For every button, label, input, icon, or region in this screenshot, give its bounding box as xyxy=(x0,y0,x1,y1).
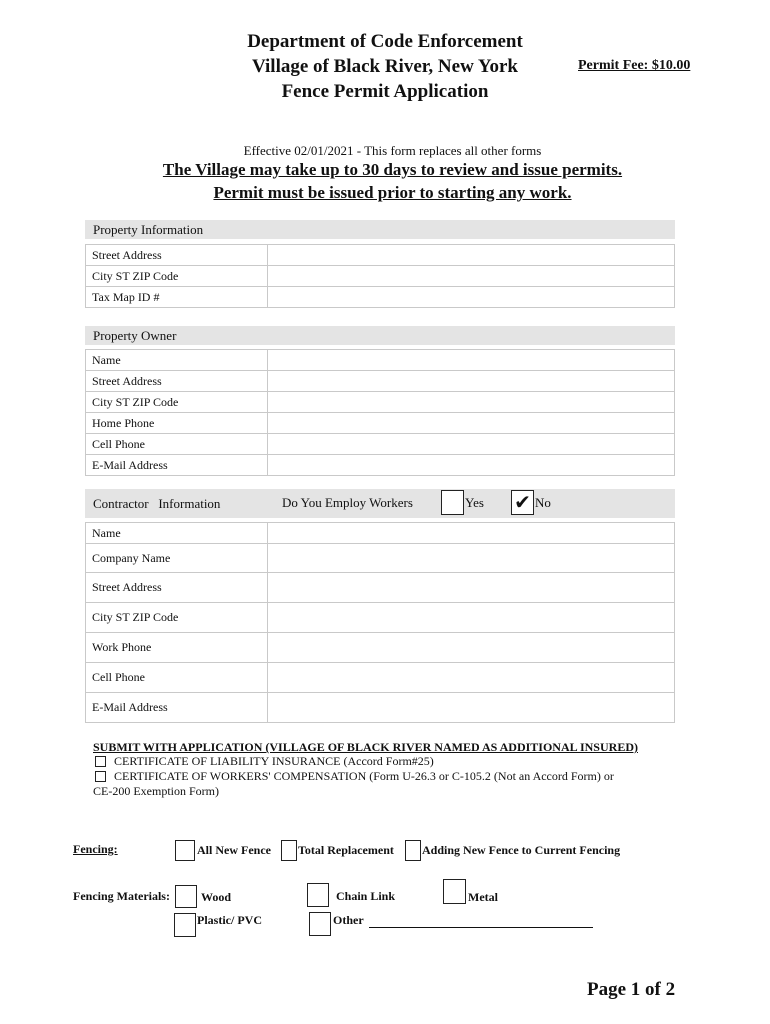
fencing-label: Fencing: xyxy=(73,842,118,856)
workers-comp-item-cont: CE-200 Exemption Form) xyxy=(93,784,219,798)
row-label: City ST ZIP Code xyxy=(86,266,268,287)
contractor-cell-phone-field[interactable] xyxy=(268,663,675,693)
row-label: Name xyxy=(86,523,268,544)
other-checkbox[interactable] xyxy=(309,912,331,936)
owner-street-field[interactable] xyxy=(268,371,675,392)
table-row xyxy=(86,413,675,434)
metal-checkbox[interactable] xyxy=(443,879,466,904)
owner-home-phone-field[interactable] xyxy=(268,413,675,434)
row-label: City ST ZIP Code xyxy=(86,392,268,413)
liability-item: CERTIFICATE OF LIABILITY INSURANCE (Accord Form#25) xyxy=(114,754,434,768)
owner-city-field[interactable] xyxy=(268,392,675,413)
table-row xyxy=(86,663,675,693)
chain-link-label: Chain Link xyxy=(336,889,396,903)
owner-table xyxy=(85,349,675,476)
workers-comp-item: CERTIFICATE OF WORKERS' COMPENSATION (Form U-26.3 or C-105.2 (Not an Accord Form) or xyxy=(114,769,614,783)
materials-label: Fencing Materials: xyxy=(73,889,170,903)
row-label: E-Mail Address xyxy=(86,455,268,476)
all-new-fence-label: All New Fence xyxy=(197,843,271,857)
row-label: E-Mail Address xyxy=(86,693,268,723)
row-label: Cell Phone xyxy=(86,663,268,693)
row-label: City ST ZIP Code xyxy=(86,603,268,633)
other-underline-field[interactable] xyxy=(369,926,593,928)
submit-heading: SUBMIT WITH APPLICATION (VILLAGE OF BLACK RIVER NAMED AS ADDITIONAL INSURED) xyxy=(93,740,638,754)
row-label: Street Address xyxy=(86,245,268,266)
row-label: Street Address xyxy=(86,573,268,603)
property-section-header: Property Information xyxy=(85,220,675,239)
table-row xyxy=(86,544,675,573)
plastic-pvc-checkbox[interactable] xyxy=(174,913,196,937)
owner-section-header: Property Owner xyxy=(85,326,675,345)
department-title: Department of Code Enforcement xyxy=(247,31,523,52)
company-name-field[interactable] xyxy=(268,544,675,573)
no-label: No xyxy=(535,495,551,510)
table-row xyxy=(86,350,675,371)
plastic-pvc-label: Plastic/ PVC xyxy=(197,913,262,927)
contractor-street-field[interactable] xyxy=(268,573,675,603)
chain-link-checkbox[interactable] xyxy=(307,883,329,907)
owner-name-field[interactable] xyxy=(268,350,675,371)
village-title: Village of Black River, New York xyxy=(252,56,518,77)
other-label: Other xyxy=(333,913,364,927)
table-row xyxy=(86,392,675,413)
table-row xyxy=(86,603,675,633)
city-st-zip-field[interactable] xyxy=(268,266,675,287)
contractor-email-field[interactable] xyxy=(268,693,675,723)
workers-comp-checkbox[interactable] xyxy=(95,771,106,782)
wood-label: Wood xyxy=(201,890,232,904)
all-new-fence-checkbox[interactable] xyxy=(175,840,195,861)
owner-email-field[interactable] xyxy=(268,455,675,476)
row-label: Tax Map ID # xyxy=(86,287,268,308)
street-address-field[interactable] xyxy=(268,245,675,266)
property-table xyxy=(85,244,675,308)
contractor-table xyxy=(85,522,675,723)
table-row xyxy=(86,633,675,663)
table-row xyxy=(86,434,675,455)
employ-yes-checkbox[interactable] xyxy=(441,490,464,515)
table-row xyxy=(86,371,675,392)
form-title: Fence Permit Application xyxy=(281,81,489,102)
employ-workers-question: Do You Employ Workers xyxy=(282,495,413,510)
employ-no-checkbox[interactable]: ✔ xyxy=(511,490,534,515)
contractor-name-field[interactable] xyxy=(268,523,675,544)
table-row xyxy=(86,573,675,603)
yes-label: Yes xyxy=(465,495,484,510)
table-row xyxy=(86,266,675,287)
table-row xyxy=(86,523,675,544)
metal-label: Metal xyxy=(468,890,498,904)
total-replacement-label: Total Replacement xyxy=(298,843,394,857)
row-label: Cell Phone xyxy=(86,434,268,455)
row-label: Street Address xyxy=(86,371,268,392)
owner-cell-phone-field[interactable] xyxy=(268,434,675,455)
row-label: Company Name xyxy=(86,544,268,573)
adding-fence-label: Adding New Fence to Current Fencing xyxy=(422,843,621,857)
table-row xyxy=(86,693,675,723)
prior-notice: Permit must be issued prior to starting any work. xyxy=(213,183,572,202)
adding-fence-checkbox[interactable] xyxy=(405,840,421,861)
contractor-title: Contractor Information xyxy=(93,496,221,511)
table-row xyxy=(86,455,675,476)
review-notice: The Village may take up to 30 days to review and issue permits. xyxy=(162,160,623,179)
row-label: Home Phone xyxy=(86,413,268,434)
total-replacement-checkbox[interactable] xyxy=(281,840,297,861)
row-label: Name xyxy=(86,350,268,371)
wood-checkbox[interactable] xyxy=(175,885,197,908)
contractor-city-field[interactable] xyxy=(268,603,675,633)
permit-fee: Permit Fee: $10.00 xyxy=(578,58,691,73)
table-row xyxy=(86,287,675,308)
row-label: Work Phone xyxy=(86,633,268,663)
liability-checkbox[interactable] xyxy=(95,756,106,767)
page-number: Page 1 of 2 xyxy=(587,979,676,1000)
work-phone-field[interactable] xyxy=(268,633,675,663)
table-row xyxy=(86,245,675,266)
effective-note: Effective 02/01/2021 - This form replaces all other forms xyxy=(243,143,542,158)
tax-map-id-field[interactable] xyxy=(268,287,675,308)
